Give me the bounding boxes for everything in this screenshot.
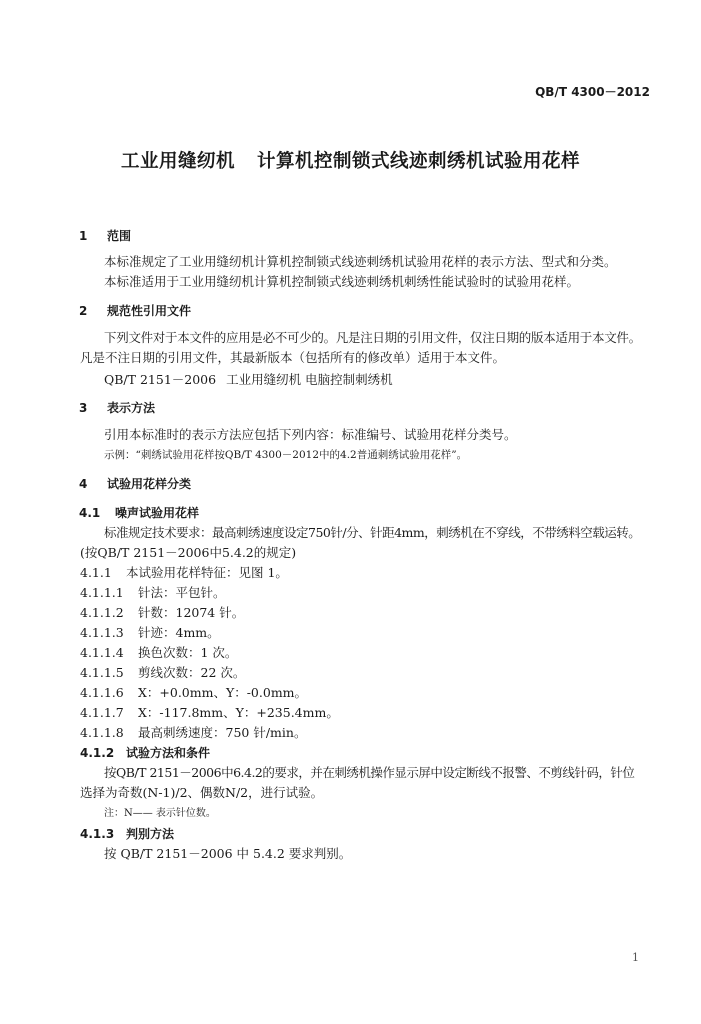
section-number: 4.1.3	[80, 827, 115, 841]
standard-code: QB/T 4300－2012	[535, 85, 650, 99]
clause-number: 4.1.1.7	[80, 705, 124, 720]
section-title: 范围	[107, 229, 132, 243]
clause-item	[80, 725, 306, 741]
paragraph: 本标准规定了工业用缝纫机计算机控制锁式线迹刺绣机试验用花样的表示方法、型式和分类。	[104, 254, 617, 269]
reference-title: 工业用缝纫机 电脑控制刺绣机	[226, 372, 393, 387]
clause-text: X：+0.0mm、Y：-0.0mm。	[138, 685, 308, 700]
clause-item	[80, 685, 307, 701]
note-text: 注：N—— 表示针位数。	[104, 808, 216, 819]
paragraph: 按QB/T 2151－2006中6.4.2的要求，并在刺绣机操作显示屏中设定断线不报警、不剪线针码，针位	[104, 765, 635, 780]
section-3-heading	[79, 400, 155, 416]
section-number: 1	[79, 229, 88, 243]
example-text: 示例：“刺绣试验用花样按QB/T 4300－2012中的4.2普通刺绣试验用花样”。	[104, 449, 468, 461]
section-number: 3	[79, 401, 88, 415]
title-part-1: 工业用缝纫机	[120, 151, 235, 172]
clause-item	[80, 585, 226, 601]
section-number: 4	[79, 477, 88, 491]
paragraph: 标准规定技术要求：最高刺绣速度设定750针/分、针距4mm，刺绣机在不穿线，不带绣料空载运转。	[104, 525, 641, 540]
clause-text: 针法：平包针。	[138, 585, 226, 600]
clause-text: 针迹：4mm。	[138, 625, 220, 640]
clause-text: 换色次数：1 次。	[138, 645, 238, 660]
paragraph: 按 QB/T 2151－2006 中 5.4.2 要求判别。	[104, 846, 352, 861]
clause-item	[80, 705, 339, 721]
section-number: 2	[79, 304, 88, 318]
subsection-4-1-2-heading	[80, 745, 210, 761]
section-number: 4.1.2	[80, 746, 115, 760]
title-part-2: 计算机控制锁式线迹刺绣机试验用花样	[257, 151, 581, 172]
section-4-heading	[79, 476, 191, 492]
paragraph: 凡是不注日期的引用文件，其最新版本（包括所有的修改单）适用于本文件。	[80, 350, 506, 365]
clause-number: 4.1.1	[80, 565, 112, 580]
clause-text: 针数：12074 针。	[138, 605, 245, 620]
paragraph: 选择为奇数(N-1)/2、偶数N/2，进行试验。	[80, 785, 324, 800]
section-title: 规范性引用文件	[107, 304, 192, 318]
section-title: 表示方法	[107, 401, 156, 415]
clause-number: 4.1.1.5	[80, 665, 124, 680]
document-title	[0, 147, 701, 173]
paragraph: (按QB/T 2151－2006中5.4.2的规定)	[80, 545, 297, 560]
page-number: 1	[632, 951, 639, 964]
paragraph: 下列文件对于本文件的应用是必不可少的。凡是注日期的引用文件，仅注日期的版本适用于本文件。	[104, 330, 641, 345]
section-title: 试验用花样分类	[107, 477, 192, 491]
clause-item	[80, 645, 237, 661]
clause-text: 剪线次数：22 次。	[138, 665, 246, 680]
paragraph: 引用本标准时的表示方法应包括下列内容：标准编号、试验用花样分类号。	[104, 427, 517, 442]
clause-text: X：-117.8mm、Y：+235.4mm。	[138, 705, 339, 720]
reference-code: QB/T 2151－2006	[104, 372, 217, 387]
section-number: 4.1	[79, 506, 101, 520]
section-title: 噪声试验用花样	[115, 506, 200, 520]
subsection-4-1-3-heading	[80, 826, 174, 842]
clause-number: 4.1.1.1	[80, 585, 124, 600]
clause-number: 4.1.1.3	[80, 625, 124, 640]
clause-item	[80, 625, 220, 641]
section-2-heading	[79, 303, 191, 319]
section-1-heading	[79, 228, 131, 244]
subsection-4-1-heading	[79, 505, 199, 521]
clause-number: 4.1.1.6	[80, 685, 124, 700]
section-title: 判别方法	[126, 827, 175, 841]
clause-item	[80, 665, 245, 681]
section-title: 试验方法和条件	[126, 746, 211, 760]
clause-text: 最高刺绣速度：750 针/min。	[138, 725, 307, 740]
clause-number: 4.1.1.8	[80, 725, 124, 740]
clause-text: 本试验用花样特征：见图 1。	[126, 565, 288, 580]
clause-number: 4.1.1.2	[80, 605, 124, 620]
clause-4-1-1	[80, 565, 288, 581]
clause-item	[80, 605, 244, 621]
paragraph: 本标准适用于工业用缝纫机计算机控制锁式线迹刺绣机刺绣性能试验时的试验用花样。	[104, 274, 580, 289]
normative-reference	[104, 372, 393, 388]
clause-number: 4.1.1.4	[80, 645, 124, 660]
